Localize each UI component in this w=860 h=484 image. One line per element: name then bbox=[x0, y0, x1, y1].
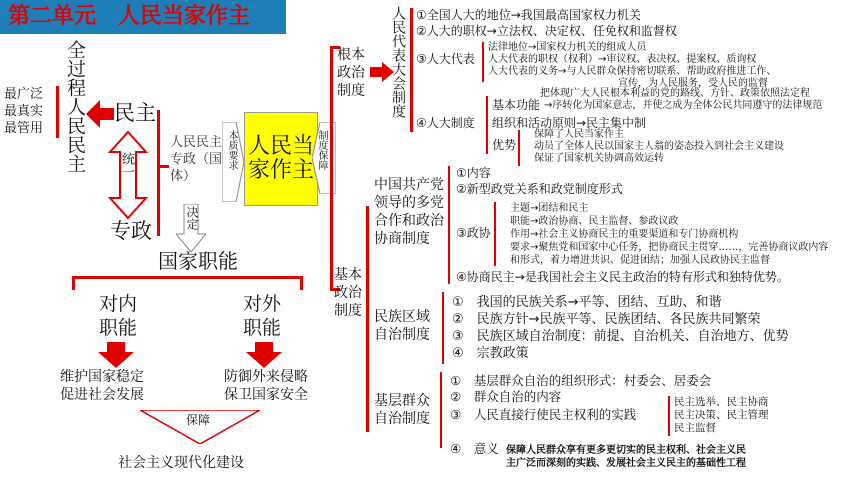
grassroots-practice bbox=[674, 396, 769, 435]
practice-1: 民主选举、民主协商 bbox=[674, 396, 769, 408]
grassroots-item-4: ④ 意义 bbox=[450, 441, 499, 456]
npc-powers: ②人大的职权→立法权、决定权、任免权和监督权 bbox=[416, 24, 677, 38]
page-title: 第二单元 人民当家作主 bbox=[0, 0, 286, 34]
meaning-line-2: 主广泛而深刻的实践、发展社会主义民主的基础性工程 bbox=[506, 458, 746, 469]
advantage-item-2: 动员了全体人民以国家主人翁的姿态投入到社会主义建设 bbox=[534, 141, 784, 152]
cpc-bracket bbox=[448, 166, 450, 284]
cpc-new-relations: ②新型政党关系和政党制度形式 bbox=[456, 182, 623, 196]
left-arrow-icon bbox=[86, 100, 114, 128]
practice-2: 民主决策、民主管理 bbox=[674, 409, 769, 421]
dd-bracket-tick bbox=[157, 165, 169, 168]
state-functions-label: 国家职能 bbox=[158, 249, 238, 273]
external-down-arrow-icon bbox=[246, 342, 282, 368]
ethnic-item-4: ④ 宗教政策 bbox=[452, 346, 529, 361]
dictatorship-label: 专政 bbox=[110, 219, 152, 243]
socialist-construction: 社会主义现代化建设 bbox=[118, 455, 244, 471]
ethnic-items bbox=[452, 294, 789, 362]
ethnic-item-2: ② 民族方针→民族平等、民族团结、各民族共同繁荣 bbox=[452, 312, 761, 327]
functions-right-tick bbox=[300, 276, 303, 290]
deputies-item-2: 人大代表的职权（权利）→审议权、表决权、提案权、质询权 bbox=[488, 54, 757, 65]
cppcc-label: ③政协 bbox=[456, 226, 491, 240]
cpc-content: ①内容 bbox=[456, 166, 491, 180]
advantage-label: 优势 bbox=[492, 138, 517, 152]
npc-system-vertical: 人民代表大会制度 bbox=[390, 6, 406, 118]
ethnic-autonomy-label: 民族区域自治制度 bbox=[374, 309, 430, 343]
cppcc-item-4: 要求→聚焦党和国家中心任务，把协商民主贯穿……，完善协商议政内容 bbox=[510, 242, 829, 253]
internal-functions: 对内职能 bbox=[98, 293, 137, 339]
deputies-item-3: 人大代表的义务→与人民群众保持密切联系、帮助政府推进工作、 bbox=[488, 66, 777, 77]
feature-1: 最广泛 bbox=[4, 87, 44, 102]
basic-system-label: 基本政治制度 bbox=[334, 267, 362, 319]
external-desc bbox=[224, 368, 308, 404]
grassroots-bracket bbox=[440, 372, 442, 448]
advantage-item-3: 保证了国家机关协调高效运转 bbox=[534, 153, 664, 164]
npc-bracket bbox=[410, 8, 413, 132]
grassroots-autonomy-label: 基层群众自治制度 bbox=[374, 393, 430, 427]
grassroots-item-2: ② 群众自治的内容 bbox=[450, 389, 562, 404]
democracy-label: 民主 bbox=[114, 101, 156, 125]
ethnic-bracket bbox=[442, 292, 444, 364]
meaning-line-1: 保障人民群众享有更多更切实的民主权利、社会主义民 bbox=[506, 445, 746, 456]
deputies-bracket bbox=[482, 42, 484, 82]
cppcc-item-3: 作用→社会主义协商民主的重要渠道和专门协商机构 bbox=[510, 229, 739, 240]
grassroots-meaning bbox=[506, 444, 746, 470]
basic-function-text1: 把体现广大人民根本利益的党的路线、方针、政策依照法定程 bbox=[540, 88, 810, 99]
institutional-guarantee-label: 制度保障 bbox=[316, 130, 327, 170]
internal-desc-2: 促进社会发展 bbox=[60, 387, 144, 403]
external-functions: 对外职能 bbox=[242, 293, 281, 339]
basic-function-label: 基本功能 bbox=[492, 98, 541, 112]
advantage-items bbox=[534, 129, 784, 165]
external-desc-1: 防御外来侵略 bbox=[224, 369, 308, 385]
functions-hline bbox=[72, 276, 302, 279]
system-bracket bbox=[486, 96, 488, 154]
cppcc-item-2: 职能→政治协商、民主监督、参政议政 bbox=[510, 216, 679, 227]
unity-label: 统一 bbox=[119, 152, 134, 178]
cpc-cooperation-label: 中国共产党领导的多党合作和政治协商制度 bbox=[374, 177, 444, 247]
internal-desc bbox=[60, 368, 144, 404]
ethnic-item-1: ① 我国的民族关系→平等、团结、互助、和谐 bbox=[452, 295, 722, 310]
grassroots-item-3: ③ 人民直接行使民主权利的实践 bbox=[450, 407, 637, 422]
organization-principle: 组织和活动原则→民主集中制 bbox=[492, 116, 647, 130]
cppcc-items bbox=[510, 202, 828, 267]
people-master-box: 人民当家作主 bbox=[244, 112, 318, 206]
ethnic-item-3: ③ 民族区域自治制度：前提、自治机关、自治地方、优势 bbox=[452, 329, 789, 344]
internal-desc-1: 维护国家稳定 bbox=[60, 369, 144, 385]
external-desc-2: 保卫国家安全 bbox=[224, 387, 308, 403]
practice-bracket bbox=[668, 396, 670, 436]
feature-bracket bbox=[56, 86, 59, 138]
feature-2: 最真实 bbox=[4, 104, 44, 119]
basic-bracket bbox=[366, 206, 369, 432]
practice-3: 民主监督 bbox=[674, 422, 716, 434]
dd-bracket bbox=[157, 110, 160, 236]
functions-left-tick bbox=[72, 276, 75, 290]
npc-status: ①全国人大的地位→我国最高国家权力机关 bbox=[416, 8, 641, 22]
npc-system-label: ④人大制度 bbox=[416, 116, 475, 130]
cppcc-item-5: 和形式，着力增进共识、促进团结；加强人民政协民主监督 bbox=[510, 255, 770, 266]
advantage-bracket bbox=[518, 130, 520, 166]
cppcc-bracket bbox=[494, 202, 496, 266]
grassroots-item-1: ① 基层群众自治的组织形式：村委会、居委会 bbox=[450, 373, 712, 388]
cppcc-item-1: 主题→团结和民主 bbox=[510, 203, 589, 214]
advantage-item-1: 保障了人民当家作主 bbox=[534, 129, 624, 140]
decides-label: 决定 bbox=[185, 206, 199, 230]
people-democratic-dictatorship: 人民民主专政（国体） bbox=[170, 135, 223, 184]
guarantee-label: 保障 bbox=[186, 413, 211, 427]
feature-3: 最管用 bbox=[4, 121, 44, 136]
deputies-label: ③人大代表 bbox=[416, 52, 475, 66]
main-trunk bbox=[330, 46, 333, 290]
deputies-items bbox=[488, 42, 776, 90]
fundamental-system-label: 根本政治制度 bbox=[337, 47, 365, 99]
deputies-item-1: 法律地位→国家权力机关的组成人员 bbox=[488, 42, 647, 53]
essence-label: 本质要求 bbox=[226, 130, 237, 170]
democracy-features bbox=[4, 86, 43, 137]
whole-process-democracy: 全过程人民民主 bbox=[64, 40, 86, 173]
deputies-item-4: 宣传，为人民服务，受人民的监督 bbox=[618, 78, 768, 89]
internal-down-arrow-icon bbox=[98, 342, 134, 368]
basic-function-text2: →序转化为国家意志，并使之成为全体公民共同遵守的法律规范 bbox=[544, 100, 823, 111]
consultative-democracy: ④协商民主→是我国社会主义民主政治的特有形式和独特优势。 bbox=[456, 270, 789, 284]
